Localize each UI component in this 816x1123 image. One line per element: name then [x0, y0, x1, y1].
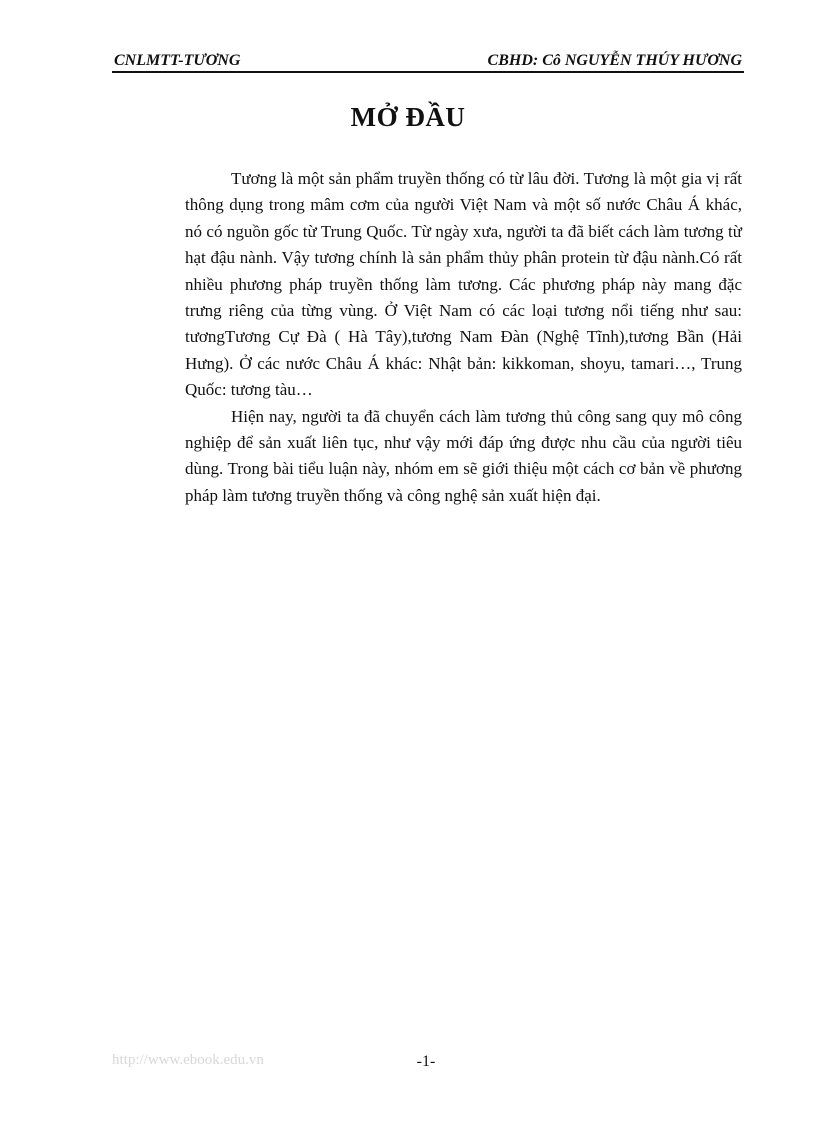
- header-course-code: CNLMTT-TƯƠNG: [114, 52, 241, 69]
- document-body: [185, 166, 742, 509]
- header-divider: [112, 71, 744, 73]
- footer-watermark-url: http://www.ebook.edu.vn: [112, 1052, 264, 1068]
- page-number: -1-: [416, 1053, 436, 1070]
- paragraph-intro: Tương là một sản phẩm truyền thống có từ lâu đời. Tương là một gia vị rất thông dụng trong mâm cơm của người Việt Nam và một số nước Châu Á khác, nó có nguồn gốc từ Trung Quốc. Từ ngày xưa, người ta đã biết cách làm tương từ hạt đậu nành. Vậy tương chính là sản phẩm thủy phân protein từ đậu nành.Có rất nhiều phương pháp truyền thống làm tương. Các phương pháp này mang đặc trưng riêng của từng vùng. Ở Việt Nam có các loại tương nổi tiếng như sau: tươngTương Cự Đà ( Hà Tây),tương Nam Đàn (Nghệ Tĩnh),tương Bần (Hải Hưng). Ở các nước Châu Á khác: Nhật bản: kikkoman, shoyu, tamari…, Trung Quốc: tương tàu…: [185, 169, 742, 400]
- paragraph-scope: Hiện nay, người ta đã chuyển cách làm tương thủ công sang quy mô công nghiệp để sản xuất liên tục, như vậy mới đáp ứng được nhu cầu của người tiêu dùng. Trong bài tiểu luận này, nhóm em sẽ giới thiệu một cách cơ bản về phương pháp làm tương truyền thống và công nghệ sản xuất hiện đại.: [185, 406, 742, 505]
- document-title: MỞ ĐẦU: [350, 102, 466, 132]
- header-supervisor: CBHD: Cô NGUYỄN THÚY HƯƠNG: [487, 52, 742, 69]
